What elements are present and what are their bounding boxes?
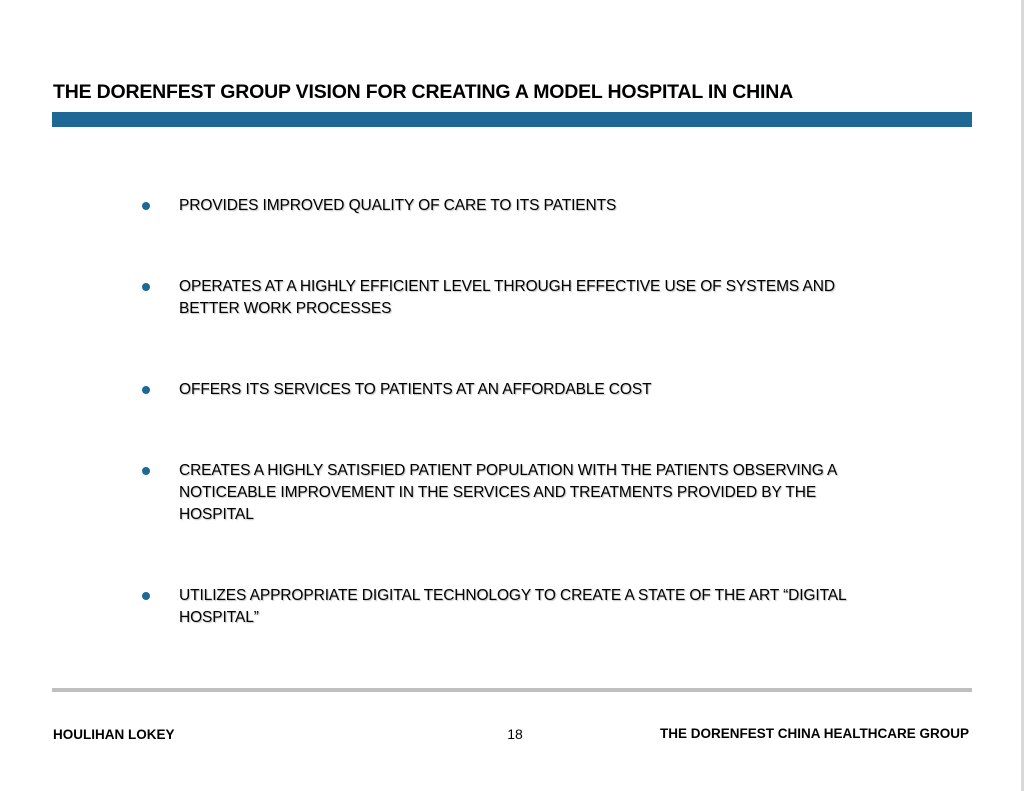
bullet-text: PROVIDES IMPROVED QUALITY OF CARE TO ITS PATIENTS [179,197,617,214]
bullet-dot-icon [142,467,150,475]
bullet-item [140,460,860,526]
bullet-text: UTILIZES APPROPRIATE DIGITAL TECHNOLOGY TO CREATE A STATE OF THE ART “DIGITAL HOSPITAL” [179,587,846,626]
title-underline-bar [52,112,972,127]
bullet-dot-icon [142,592,150,600]
bullet-dot-icon [142,202,150,210]
bullet-item [140,276,860,320]
bullet-text: CREATES A HIGHLY SATISFIED PATIENT POPULATION WITH THE PATIENTS OBSERVING A NOTICEABLE IMPROVEMENT IN THE SERVICES AND TREATMENTS PROVIDED BY THE HOSPITAL [179,462,837,523]
bullet-item [140,379,860,401]
footer-company-left: HOULIHAN LOKEY [53,727,175,742]
bullet-dot-icon [142,283,150,291]
bullet-dot-icon [142,386,150,394]
page-number: 18 [507,726,523,742]
slide-title: THE DORENFEST GROUP VISION FOR CREATING A MODEL HOSPITAL IN CHINA [53,81,793,103]
bullet-text: OFFERS ITS SERVICES TO PATIENTS AT AN AFFORDABLE COST [179,381,652,398]
bullet-item [140,585,860,629]
bullet-item [140,195,860,217]
footer-company-right: THE DORENFEST CHINA HEALTHCARE GROUP [659,726,969,741]
bullet-text: OPERATES AT A HIGHLY EFFICIENT LEVEL THROUGH EFFECTIVE USE OF SYSTEMS AND BETTER WORK PROCESSES [179,278,835,317]
footer-rule [52,688,972,692]
